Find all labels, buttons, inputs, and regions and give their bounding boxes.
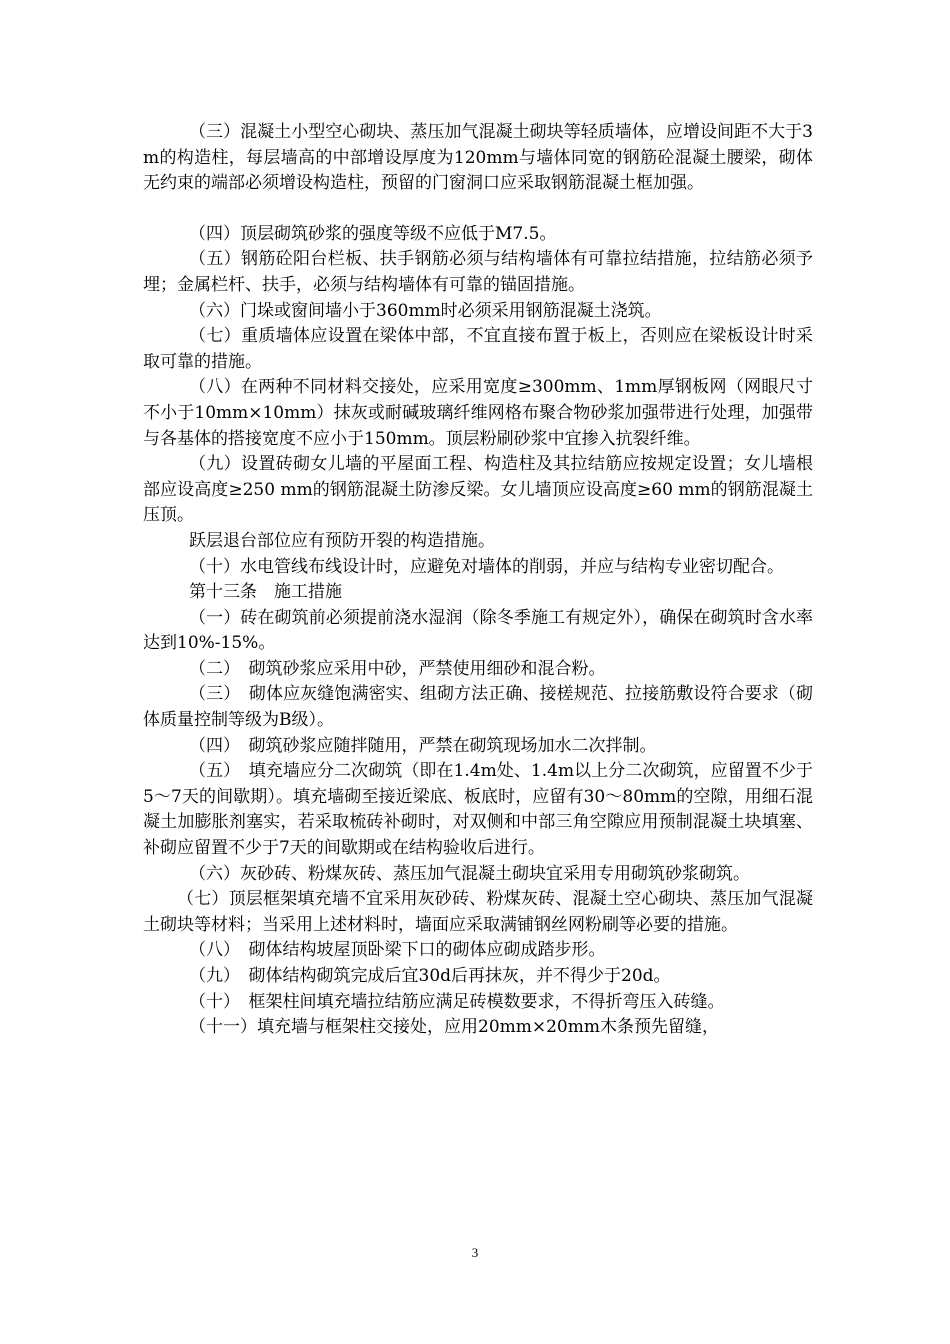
paragraph-clause-9: （九）设置砖砌女儿墙的平屋面工程、构造柱及其拉结筋应按规定设置；女儿墙根部应设高度≥250 mm的钢筋混凝土防渗反梁。女儿墙顶应设高度≥60 mm的钢筋混凝土压顶。: [143, 454, 813, 526]
paragraph-clause-5: （五）钢筋砼阳台栏板、扶手钢筋必须与结构墙体有可靠拉结措施，拉结筋必须予埋；金属栏杆、扶手，必须与结构墙体有可靠的锚固措施。: [143, 249, 813, 295]
paragraph-clause-6: （六）门垛或窗间墙小于360mm时必须采用钢筋混凝土浇筑。: [189, 300, 662, 321]
paragraph-clause-4: （四）顶层砌筑砂浆的强度等级不应低于M7.5。: [189, 223, 557, 244]
paragraph-clause-3: （三）混凝土小型空心砌块、蒸压加气混凝土砌块等轻质墙体，应增设间距不大于3m的构造柱，每层墙高的中部增设厚度为120mm与墙体同宽的钢筋砼混凝土腰梁，砌体无约束的端部必须增设构造柱，预留的门窗洞口应采取钢筋混凝土框加强。: [143, 122, 813, 194]
paragraph-setback-note: 跃层退台部位应有预防开裂的构造措施。: [189, 530, 495, 551]
paragraph-clause-7: （七）重质墙体应设置在梁体中部，不宜直接布置于板上，否则应在梁板设计时采取可靠的措施。: [143, 326, 813, 372]
paragraph-construction-10: （十） 框架柱间填充墙拉结筋应满足砖模数要求，不得折弯压入砖缝。: [189, 991, 725, 1012]
paragraph-construction-4: （四） 砌筑砂浆应随拌随用，严禁在砌筑现场加水二次拌制。: [189, 735, 657, 756]
document-body: [143, 120, 813, 1041]
paragraph-construction-1: （一）砖在砌筑前必须提前浇水湿润（除冬季施工有规定外），确保在砌筑时含水率达到10%-15%。: [143, 607, 813, 654]
paragraph-construction-6: （六）灰砂砖、粉煤灰砖、蒸压加气混凝土砌块宜采用专用砌筑砂浆砌筑。: [189, 863, 750, 884]
paragraph-construction-11: （十一）填充墙与框架柱交接处，应用20mm×20mm木条预先留缝，: [189, 1017, 719, 1038]
paragraph-construction-5: （五） 填充墙应分二次砌筑（即在1.4m处、1.4m以上分二次砌筑，应留置不少于5～7天的间歇期）。填充墙砌至接近梁底、板底时，应留有30～80mm的空隙，用细石混凝土加膨胀剂塞实，若采取梳砖补砌时，对双侧和中部三角空隙应用预制混凝土块填塞、补砌应留置不少于7天的间歇期或在结构验收后进行。: [143, 761, 813, 859]
paragraph-clause-10: （十）水电管线布线设计时，应避免对墙体的削弱，并应与结构专业密切配合。: [189, 556, 784, 577]
paragraph-construction-8: （八） 砌体结构坡屋顶卧梁下口的砌体应砌成踏步形。: [189, 940, 606, 961]
section-heading-article-13: 第十三条 施工措施: [189, 582, 342, 603]
paragraph-construction-3: （三） 砌体应灰缝饱满密实、组砌方法正确、接槎规范、拉接筋敷设符合要求（砌体质量控制等级为B级）。: [143, 684, 813, 731]
page-number: 3: [471, 1245, 479, 1260]
paragraph-construction-2: （二） 砌筑砂浆应采用中砂，严禁使用细砂和混合粉。: [189, 658, 606, 679]
paragraph-construction-9: （九） 砌体结构砌筑完成后宜30d后再抹灰，并不得少于20d。: [189, 966, 671, 986]
paragraph-construction-7: （七）顶层框架填充墙不宜采用灰砂砖、粉煤灰砖、混凝土空心砌块、蒸压加气混凝土砌块等材料；当采用上述材料时，墙面应采取满铺钢丝网粉刷等必要的措施。: [143, 889, 813, 935]
paragraph-clause-8: （八）在两种不同材料交接处，应采用宽度≥300mm、1mm厚钢板网（网眼尺寸不小于10mm×10mm）抹灰或耐碱玻璃纤维网格布聚合物砂浆加强带进行处理，加强带与各基体的搭接宽度不应小于150mm。顶层粉刷砂浆中宜掺入抗裂纤维。: [143, 377, 813, 449]
